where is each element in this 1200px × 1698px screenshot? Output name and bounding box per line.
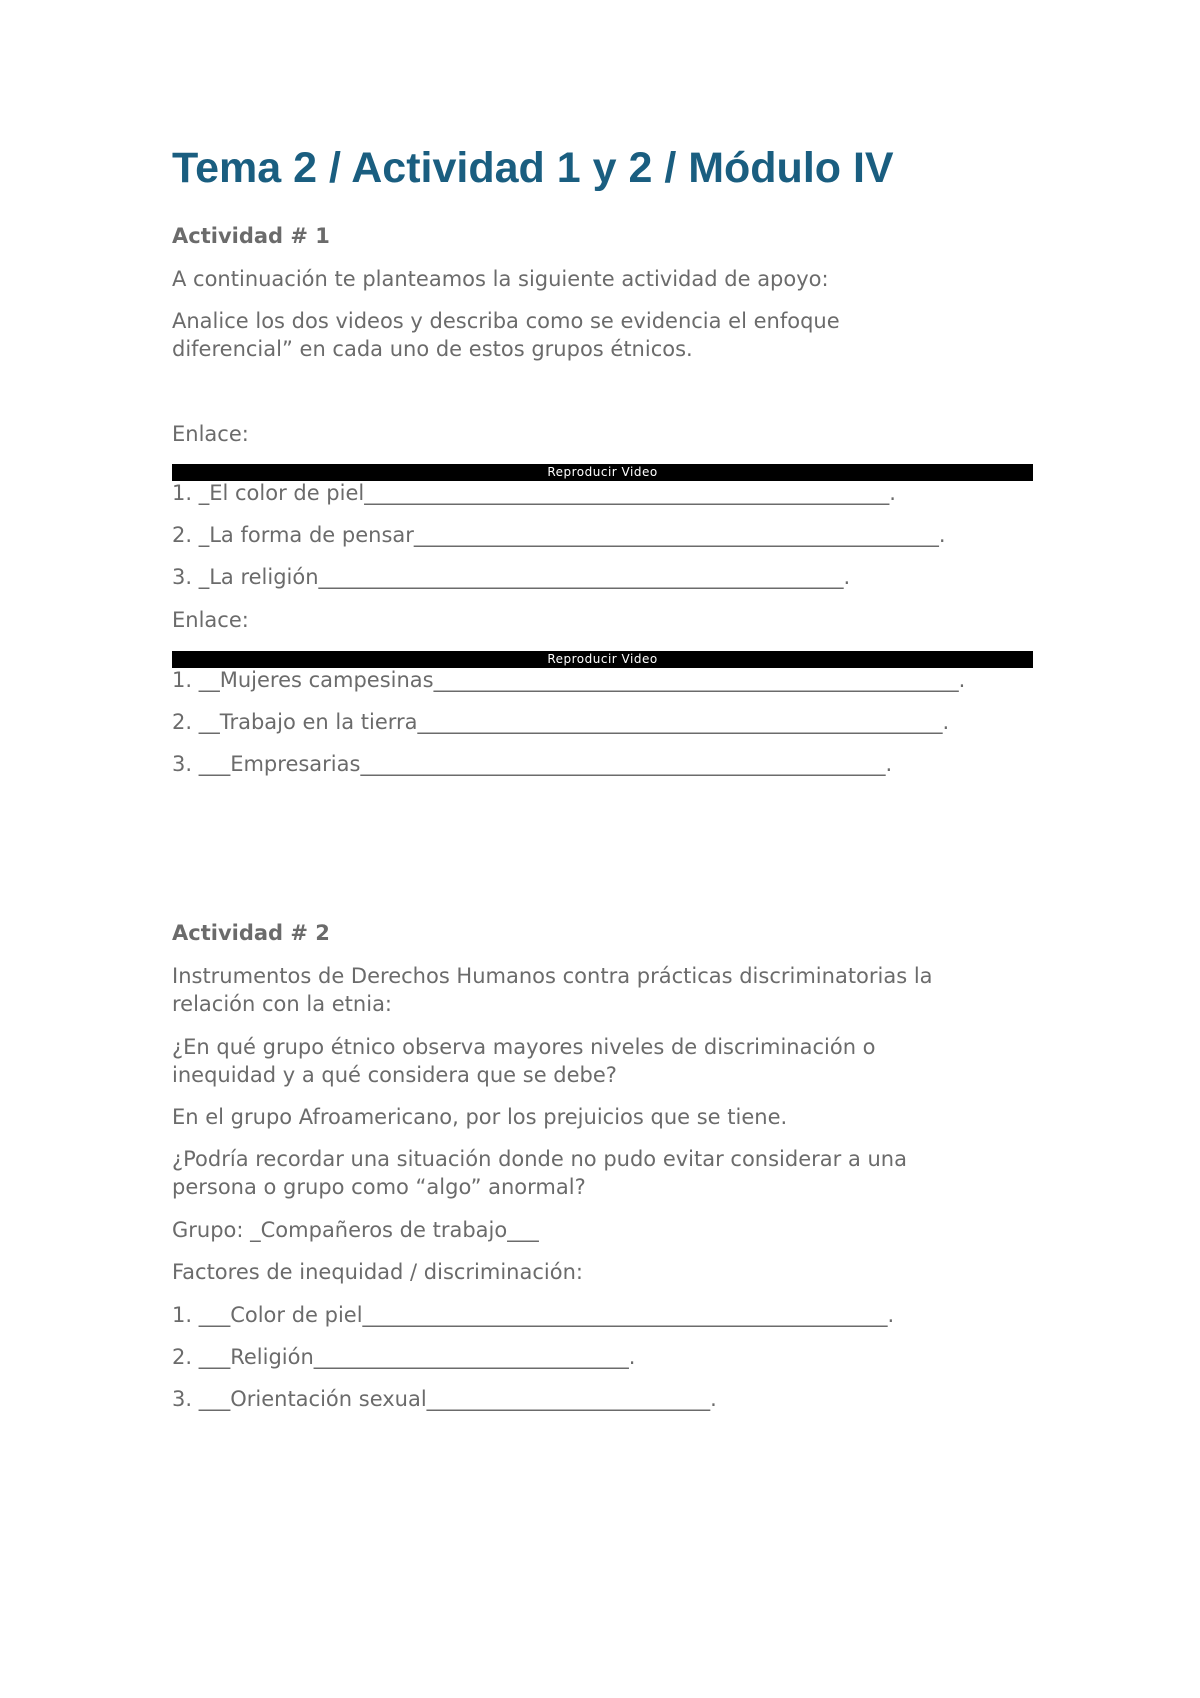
activity2-intro-line2: relación con la etnia: <box>172 992 393 1016</box>
answer-1-1: 1. _El color de piel__________________________________________________. <box>172 481 896 505</box>
question2-line2: persona o grupo como “algo” anormal? <box>172 1175 586 1199</box>
activity1-instruction-line1: Analice los dos videos y describa como se evidencia el enfoque <box>172 309 840 333</box>
activity2-heading: Actividad # 2 <box>172 921 330 945</box>
answer-afroamericano: En el grupo Afroamericano, por los prejuicios que se tiene. <box>172 1105 788 1129</box>
answer-2-3: 3. ___Empresarias__________________________________________________. <box>172 752 893 776</box>
answer-1-3: 3. _La religión__________________________________________________. <box>172 565 851 589</box>
activity2-intro-line1: Instrumentos de Derechos Humanos contra prácticas discriminatorias la <box>172 964 933 988</box>
factor-3: 3. ___Orientación sexual___________________________. <box>172 1387 717 1411</box>
question1-line1: ¿En qué grupo étnico observa mayores niveles de discriminación o <box>172 1035 876 1059</box>
answer-2-2: 2. __Trabajo en la tierra__________________________________________________. <box>172 710 950 734</box>
factor-2: 2. ___Religión______________________________. <box>172 1345 636 1369</box>
activity1-instruction-line2: diferencial” en cada uno de estos grupos étnicos. <box>172 337 693 361</box>
question1-line2: inequidad y a qué considera que se debe? <box>172 1063 617 1087</box>
link-label-2: Enlace: <box>172 608 249 632</box>
group-answer: Grupo: _Compañeros de trabajo___ <box>172 1218 539 1242</box>
link-label-1: Enlace: <box>172 422 249 446</box>
answer-1-2: 2. _La forma de pensar__________________________________________________. <box>172 523 946 547</box>
factor-1: 1. ___Color de piel__________________________________________________. <box>172 1303 895 1327</box>
play-video-button-2[interactable]: Reproducir Video <box>172 651 1033 668</box>
page-title: Tema 2 / Actividad 1 y 2 / Módulo IV <box>172 144 894 192</box>
activity1-heading: Actividad # 1 <box>172 224 330 248</box>
play-video-button-1[interactable]: Reproducir Video <box>172 464 1033 481</box>
question2-line1: ¿Podría recordar una situación donde no pudo evitar considerar a una <box>172 1147 907 1171</box>
activity1-intro: A continuación te planteamos la siguiente actividad de apoyo: <box>172 267 829 291</box>
answer-2-1: 1. __Mujeres campesinas__________________________________________________. <box>172 668 966 692</box>
factors-label: Factores de inequidad / discriminación: <box>172 1260 583 1284</box>
